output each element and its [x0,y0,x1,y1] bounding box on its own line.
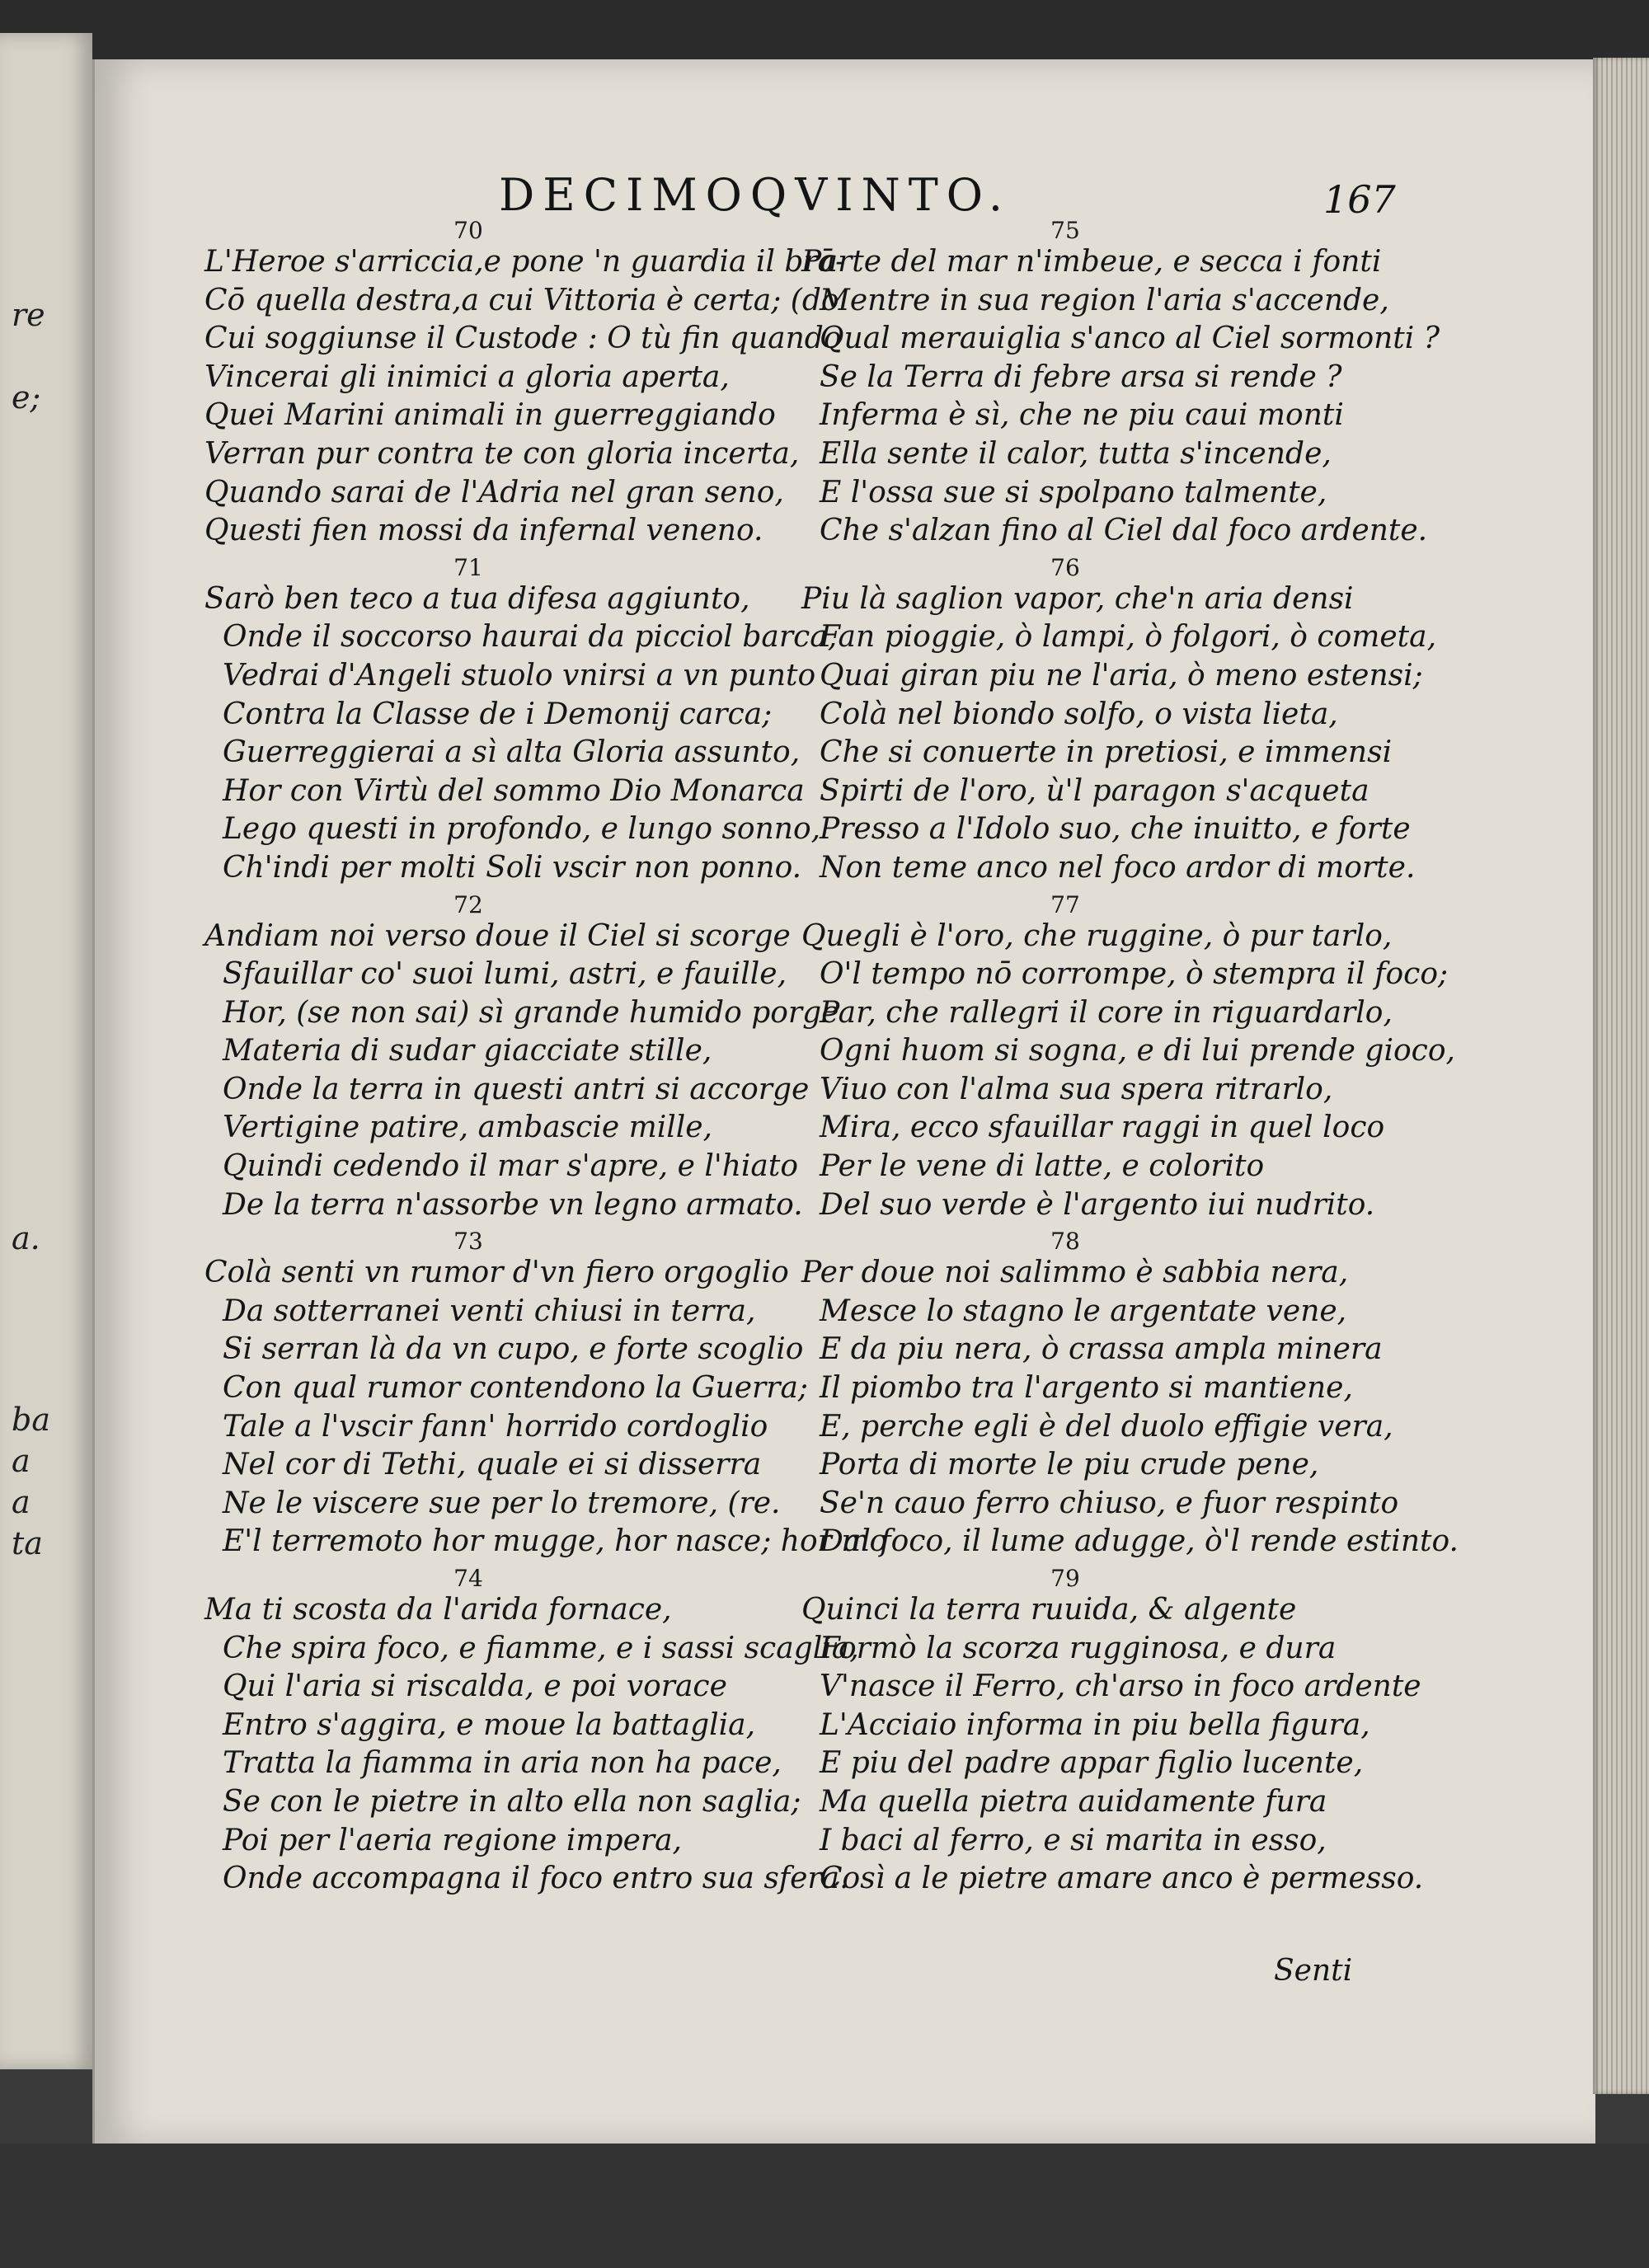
verse-line: Verran pur contra te con gloria incerta, [204,436,800,471]
verse-line: Non teme anco nel foco ardor di morte. [820,850,1416,885]
verse-line: E, perche egli è del duolo effigie vera, [820,1409,1393,1444]
verse-line: Mira, ecco sfauillar raggi in quel loco [820,1111,1385,1145]
verse-line: Vedrai d'Angeli stuolo vnirsi a vn punto [223,658,816,693]
verse-line: Da sotterranei venti chiusi in terra, [223,1294,756,1328]
verse-line: E'l terremoto hor mugge, hor nasce; hor mo [223,1524,888,1559]
verse-line: Qual merauiglia s'anco al Ciel sormonti ? [820,322,1440,356]
verse-line: Per doue noi salimmo è sabbia nera, [801,1256,1349,1290]
verse-line: Parte del mar n'imbeue, e secca i fonti [801,245,1382,279]
verse-line: De la terra n'assorbe vn legno armato. [223,1187,803,1222]
verse-line: Onde accompagna il foco entro sua sfera. [223,1862,849,1896]
verse-line: Vertigine patire, ambascie mille, [223,1111,712,1145]
verse-line: Del suo verde è l'argento iui nudrito. [820,1187,1375,1222]
verse-line: Dal foco, il lume adugge, ò'l rende estinto. [820,1524,1459,1559]
verse-line: Ch'indi per molti Soli vscir non ponno. [223,850,802,885]
verse-line: Quando sarai de l'Adria nel gran seno, [204,475,784,509]
verse-line: Vincerai gli inimici a gloria aperta, [204,359,730,394]
stanza [204,1228,888,1561]
margin-fragment: a [12,1443,31,1479]
stanza-number: 76 [1050,553,1080,581]
verse-line: Qui l'aria si riscalda, e poi vorace [223,1669,727,1704]
stanza-number: 73 [453,1228,483,1256]
margin-fragment: ba [12,1402,50,1438]
left-column [204,217,888,1904]
running-title: DECIMOQVINTO. [499,169,1012,221]
page-edges [1593,58,1649,2094]
verse-line: E da piu nera, ò crassa ampla minera [820,1332,1383,1367]
verse-line: Quai giran piu ne l'aria, ò meno estensi; [820,658,1423,693]
verse-line: Lego questi in profondo, e lungo sonno, [223,812,821,847]
verse-line: Se'n cauo ferro chiuso, e fuor respinto [820,1486,1399,1520]
verse-line: E piu del padre appar figlio lucente, [820,1746,1364,1781]
verse-line: Contra la Classe de i Demonij carca; [223,697,773,731]
verse-line: Entro s'aggira, e moue la battaglia, [223,1707,756,1742]
verse-line: Così a le pietre amare anco è permesso. [820,1862,1424,1896]
verse-line: Tale a l'vscir fann' horrido cordoglio [223,1409,768,1444]
verse-line: Nel cor di Tethi, quale ei si disserra [223,1448,762,1482]
verse-line: Sarò ben teco a tua difesa aggiunto, [204,581,750,616]
verse-line: Quinci la terra ruuida, & algente [801,1593,1297,1627]
verse-line: Se con le pietre in alto ella non saglia; [223,1784,801,1819]
verse-line: Porta di morte le piu crude pene, [820,1448,1319,1482]
verse-line: Che spira foco, e fiamme, e i sassi scaglia, [223,1631,859,1665]
stanza-number: 78 [1050,1228,1080,1256]
verse-line: Con qual rumor contendono la Guerra; [223,1371,809,1406]
margin-fragment: ta [12,1525,43,1561]
verse-line: Guerreggierai a sì alta Gloria assunto, [223,735,801,770]
facing-page-edge [0,33,92,2069]
verse-line: Mentre in sua region l'aria s'accende, [820,283,1389,317]
verse-line: Materia di sudar giacciate stille, [223,1034,712,1068]
stanza [204,553,838,888]
verse-line: Cō quella destra,a cui Vittoria è certa; (do [204,283,839,317]
verse-line: Colà senti vn rumor d'vn fiero orgoglio [204,1256,789,1290]
verse-line: Questi fien mossi da infernal veneno. [204,514,763,548]
stanza-number: 71 [453,553,483,581]
verse-line: V'nasce il Ferro, ch'arso in foco ardente [820,1669,1421,1704]
verse-line: Per le vene di latte, e colorito [820,1149,1265,1184]
verse-line: Poi per l'aeria regione impera, [223,1823,682,1857]
verse-line: O'l tempo nō corrompe, ò stempra il foco; [820,957,1449,992]
verse-line: Quindi cedendo il mar s'apre, e l'hiato [223,1149,799,1184]
verse-line: Cui soggiunse il Custode : O tù fin quando [204,322,842,356]
stanza [204,890,839,1225]
verse-line: Ogni huom si sogna, e di lui prende gioco, [820,1034,1455,1068]
right-column [801,217,1459,1904]
verse-line: Sfauillar co' suoi lumi, astri, e fauille, [223,957,787,992]
stanza-number: 74 [453,1565,483,1592]
verse-line: Onde il soccorso haurai da picciol barca, [223,620,838,655]
margin-fragment: e; [12,379,41,416]
page-number: 167 [1323,177,1396,222]
stanza-number: 72 [453,890,483,918]
verse-line: Hor con Virtù del sommo Dio Monarca [223,773,805,808]
verse-line: L'Acciaio informa in piu bella figura, [820,1707,1370,1742]
verse-line: Spirti de l'oro, ù'l paragon s'acqueta [820,773,1369,808]
verse-line: Ella sente il calor, tutta s'incende, [820,436,1332,471]
margin-fragment: a [12,1484,31,1520]
stanza [204,217,846,551]
stanza [801,1228,1459,1561]
verse-line: Formò la scorza rugginosa, e dura [820,1631,1337,1665]
margin-fragment: a. [12,1220,40,1256]
verse-line: Ne le viscere sue per lo tremore, (re. [223,1486,781,1520]
verse-line: Mesce lo stagno le argentate vene, [820,1294,1347,1328]
verse-line: I baci al ferro, e si marita in esso, [820,1823,1327,1857]
verse-line: Che s'alzan fino al Ciel dal foco ardente. [820,514,1428,548]
scan-background-bottom [0,2144,1649,2268]
verse-line: Piu là saglion vapor, che'n aria densi [801,581,1354,616]
verse-line: Quegli è l'oro, che ruggine, ò pur tarlo, [801,918,1393,953]
verse-line: Andiam noi verso doue il Ciel si scorge [204,918,791,953]
verse-line: Tratta la fiamma in aria non ha pace, [223,1746,782,1781]
verse-line: Onde la terra in questi antri si accorge [223,1072,810,1106]
stanza [801,1566,1428,1899]
stanza-number: 75 [1050,217,1080,244]
verse-line: Hor, (se non sai) sì grande humido porge [223,995,839,1030]
catchword: Senti [1274,1954,1353,1988]
verse-line: E l'ossa sue si spolpano talmente, [820,475,1327,509]
verse-line: Colà nel biondo solfo, o vista lieta, [820,697,1338,731]
verse-line: Il piombo tra l'argento si mantiene, [820,1371,1353,1406]
verse-line: Se la Terra di febre arsa si rende ? [820,359,1342,394]
verse-line: Ma ti scosta da l'arida fornace, [204,1593,672,1627]
stanza-number: 70 [453,217,483,244]
stanza [204,1565,859,1899]
verse-line: Viuo con l'alma sua spera ritrarlo, [820,1072,1333,1106]
stanza [801,217,1440,551]
verse-line: Presso a l'Idolo suo, che inuitto, e forte [820,812,1411,847]
verse-line: Fan pioggie, ò lampi, ò folgori, ò cometa, [820,620,1437,655]
verse-line: Ma quella pietra auidamente fura [820,1784,1327,1819]
verse-line: Che si conuerte in pretiosi, e immensi [820,735,1393,770]
stanza-number: 79 [1050,1565,1080,1592]
stanza-number: 77 [1050,890,1080,918]
margin-fragment: re [12,297,45,333]
stanza [801,553,1437,888]
verse-line: Quei Marini animali in guerreggiando [204,398,776,433]
verse-line: Par, che rallegri il core in riguardarlo, [820,995,1393,1030]
verse-line: Si serran là da vn cupo, e forte scoglio [223,1332,804,1367]
stanza [801,890,1455,1225]
verse-line: Inferma è sì, che ne piu caui monti [820,398,1344,433]
verse-line: L'Heroe s'arriccia,e pone 'n guardia il brā- [204,245,846,279]
